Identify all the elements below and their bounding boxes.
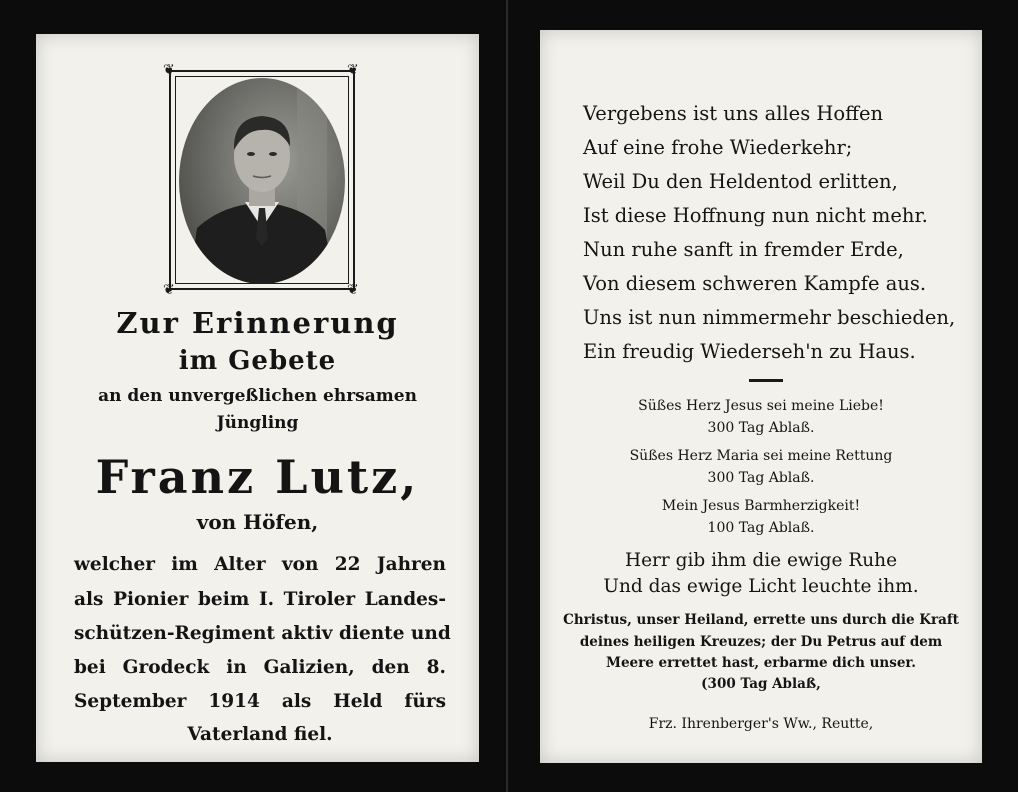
poem-line: Nun ruhe sanft in fremder Erde,	[583, 238, 904, 261]
biography-line: Vaterland fiel.	[187, 724, 333, 745]
prayer-line: Süßes Herz Maria sei meine Rettung	[629, 448, 893, 464]
portrait-photo	[179, 78, 345, 284]
portrait-person-icon	[179, 78, 345, 284]
frame-ornament-icon: ❦	[347, 282, 359, 298]
dedication-text: Jüngling	[216, 413, 299, 433]
poem-line: Von diesem schweren Kampfe aus.	[583, 272, 927, 295]
poem-line: Vergebens ist uns alles Hoffen	[583, 102, 884, 125]
christ-prayer-line: Meere errettet hast, erbarme dich unser.	[606, 655, 916, 671]
section-divider	[749, 379, 783, 382]
biography-line: welcher im Alter von 22 Jahren	[74, 554, 446, 575]
printer-imprint: Frz. Ihrenberger's Ww., Reutte,	[648, 716, 874, 732]
frame-ornament-icon: ❦	[163, 282, 175, 298]
memorial-card-front	[36, 34, 479, 762]
biography-line: September 1914 als Held fürs	[74, 691, 446, 712]
closing-prayer-line: Und das ewige Licht leuchte ihm.	[603, 576, 919, 597]
biography-line: als Pionier beim I. Tiroler Landes-	[74, 589, 446, 610]
deceased-name: Franz Lutz,	[95, 450, 420, 504]
biography-line: schützen-Regiment aktiv diente und	[74, 623, 451, 644]
frame-ornament-icon: ❦	[163, 62, 175, 78]
poem-line: Weil Du den Heldentod erlitten,	[583, 170, 898, 193]
indulgence-note: 300 Tag Ablaß.	[707, 420, 815, 436]
memorial-card-back	[540, 30, 982, 763]
poem-line: Uns ist nun nimmermehr beschieden,	[583, 306, 956, 329]
prayer-line: Süßes Herz Jesus sei meine Liebe!	[638, 398, 884, 414]
poem-line: Ist diese Hoffnung nun nicht mehr.	[583, 204, 928, 227]
poem-line: Ein freudig Wiederseh'n zu Haus.	[583, 340, 916, 363]
dedication-text: an den unvergeßlichen ehrsamen	[98, 386, 417, 406]
poem-line: Auf eine frohe Wiederkehr;	[583, 136, 853, 159]
indulgence-note: 100 Tag Ablaß.	[707, 520, 815, 536]
memorial-subheading: im Gebete	[178, 346, 337, 376]
christ-prayer-line: (300 Tag Ablaß,	[701, 676, 821, 692]
christ-prayer-line: deines heiligen Kreuzes; der Du Petrus auf dem	[579, 634, 943, 650]
indulgence-note: 300 Tag Ablaß.	[707, 470, 815, 486]
memorial-heading: Zur Erinnerung	[116, 306, 399, 340]
deceased-origin: von Höfen,	[196, 510, 319, 534]
fold-line	[506, 0, 508, 792]
christ-prayer-line: Christus, unser Heiland, errette uns durch die Kraft	[563, 612, 959, 628]
prayer-line: Mein Jesus Barmherzigkeit!	[661, 498, 861, 514]
frame-ornament-icon: ❦	[347, 62, 359, 78]
portrait-frame	[163, 62, 359, 298]
closing-prayer-line: Herr gib ihm die ewige Ruhe	[624, 550, 898, 571]
biography-line: bei Grodeck in Galizien, den 8.	[74, 657, 446, 678]
